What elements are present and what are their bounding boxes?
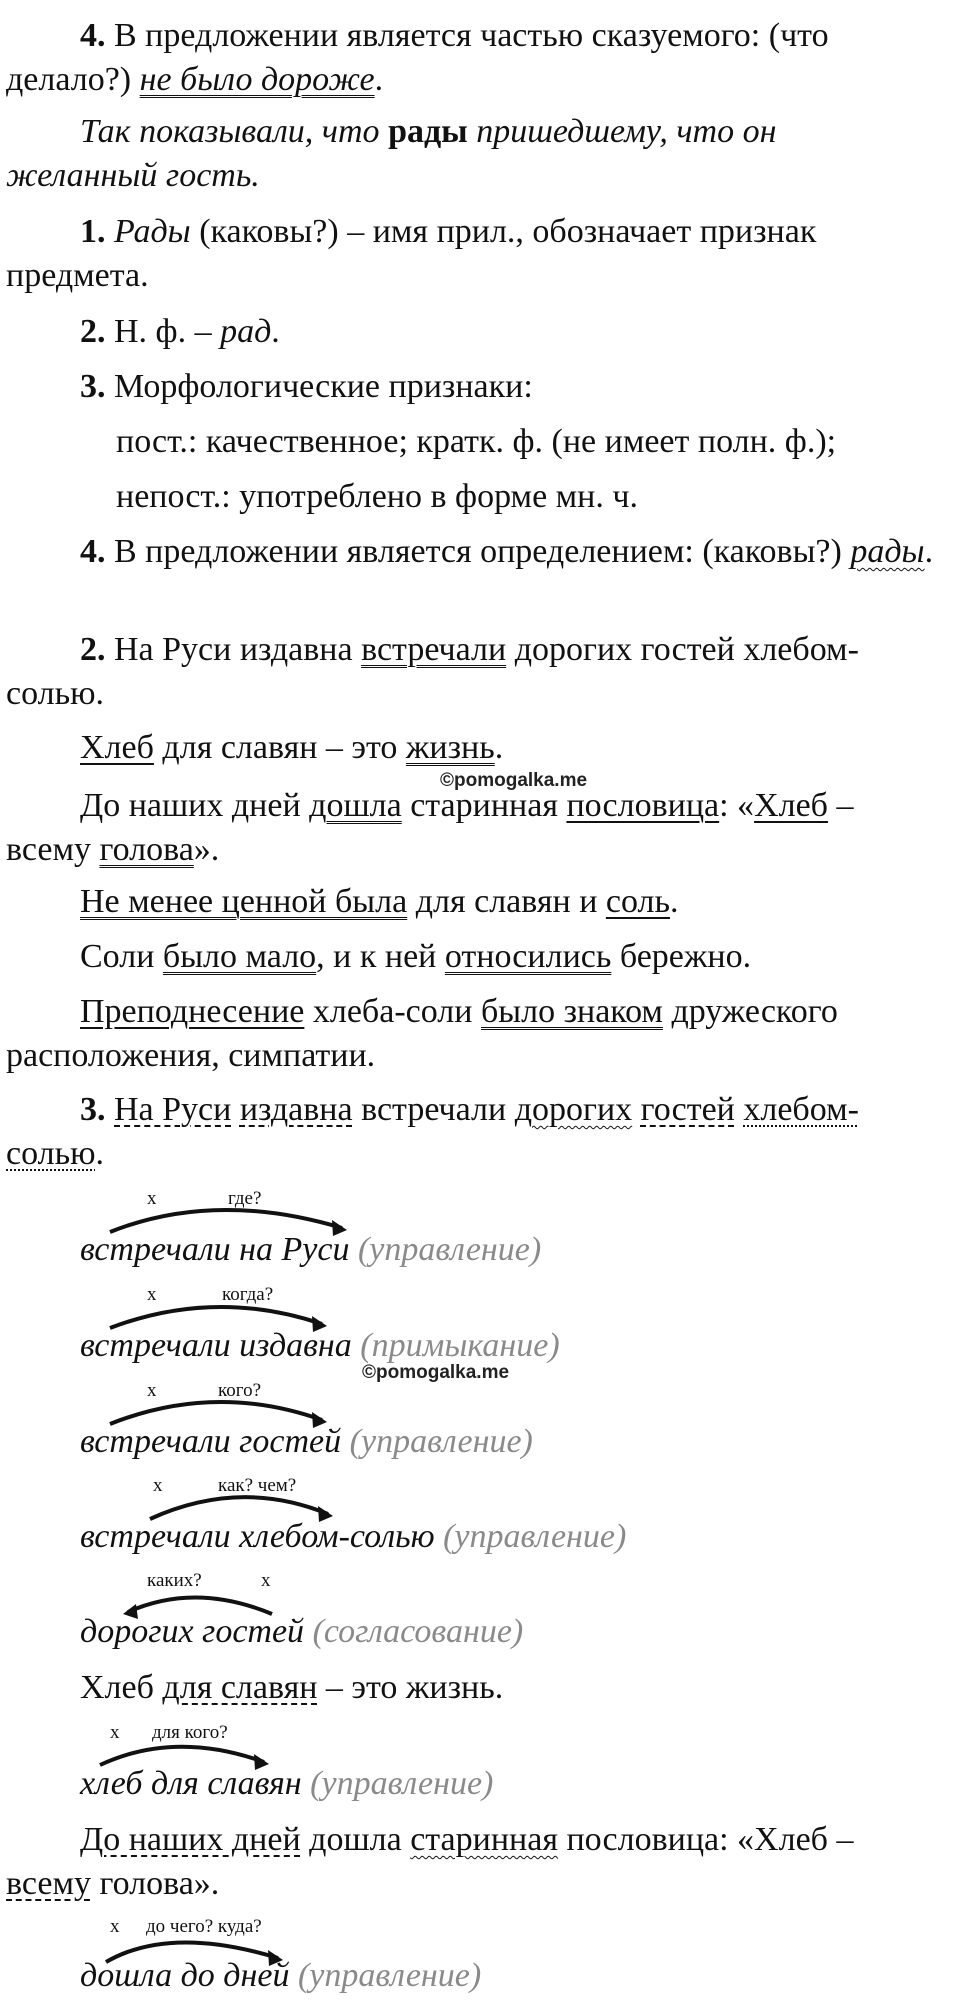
question-label: кого? bbox=[218, 1380, 262, 1401]
subject-underlined: соль bbox=[605, 883, 671, 920]
main-word-mark: х bbox=[147, 1380, 157, 1401]
object-underlined: всему bbox=[6, 1865, 91, 1902]
text: пословица: «Хлеб – bbox=[557, 1821, 854, 1858]
text: для славян и bbox=[407, 883, 606, 920]
main-word-mark: х bbox=[153, 1475, 163, 1496]
predicate-underlined: было знаком bbox=[480, 993, 663, 1030]
question-label: где? bbox=[228, 1188, 262, 1209]
link-type: (управление) bbox=[443, 1518, 627, 1555]
text: ». bbox=[193, 831, 220, 868]
predicate-underlined: относились bbox=[444, 938, 612, 975]
predicate-underlined: не было дороже bbox=[139, 61, 375, 98]
text: Хлеб bbox=[80, 1669, 163, 1706]
text: Н. ф. – bbox=[105, 313, 221, 350]
phrase-words: встречали издавна bbox=[80, 1327, 352, 1364]
question-label: каких? bbox=[147, 1570, 202, 1591]
text: для славян – это bbox=[153, 729, 406, 766]
text: Морфологические признаки: bbox=[105, 368, 533, 405]
text: Так показывали, что bbox=[80, 113, 389, 150]
phrase-words: хлеб для славян bbox=[80, 1765, 302, 1802]
item-number: 1. bbox=[80, 213, 106, 250]
question-label: для кого? bbox=[152, 1722, 228, 1743]
predicate-underlined: жизнь bbox=[405, 729, 495, 766]
adverbial-underlined: До наших дней bbox=[80, 1821, 301, 1858]
main-word-mark: х bbox=[147, 1188, 157, 1209]
item-number: 4. bbox=[80, 17, 106, 54]
phrase-words: встречали хлебом-солью bbox=[80, 1518, 435, 1555]
subject-underlined: Преподнесение bbox=[80, 993, 305, 1030]
question-label: когда? bbox=[222, 1284, 274, 1305]
text: . bbox=[95, 1135, 105, 1172]
text: . bbox=[374, 61, 384, 98]
link-type: (управление) bbox=[349, 1423, 533, 1460]
text: встречали bbox=[352, 1091, 515, 1128]
object-underlined: хлебом-солью bbox=[6, 1091, 859, 1172]
text: – всему bbox=[6, 787, 854, 868]
subject-underlined: Хлеб bbox=[754, 787, 828, 824]
text: На Руси издавна bbox=[105, 631, 362, 668]
text: дорогих гостей хлебом-солью. bbox=[6, 631, 859, 712]
predicate-underlined: дошла bbox=[309, 787, 402, 824]
item-number: 2. bbox=[80, 313, 106, 350]
para-variable-features: непост.: употреблено в форме мн. ч. bbox=[116, 478, 638, 515]
predicate-underlined: было мало bbox=[162, 938, 317, 975]
text: : « bbox=[719, 787, 755, 824]
watermark: ©pomogalka.me bbox=[440, 770, 588, 791]
phrase-words: встречали гостей bbox=[80, 1423, 342, 1460]
text: В предложении является определением: (каковы?) bbox=[105, 533, 851, 570]
text: . bbox=[670, 883, 679, 920]
attribute-underlined: рады bbox=[850, 533, 925, 570]
item-number: 3. bbox=[80, 368, 106, 405]
text: дошла bbox=[300, 1821, 411, 1858]
question-label: как? чем? bbox=[218, 1475, 297, 1496]
text: До наших дней bbox=[80, 787, 310, 824]
text: бережно. bbox=[611, 938, 752, 975]
para-constant-features: пост.: качественное; кратк. ф. (не имеет полн. ф.); bbox=[116, 423, 837, 460]
phrase-words: встречали на Руси bbox=[80, 1231, 350, 1268]
main-word-mark: х bbox=[147, 1284, 157, 1305]
main-word-mark: х bbox=[110, 1916, 120, 1937]
attribute-underlined: дорогих bbox=[514, 1091, 633, 1128]
phrase-row bbox=[80, 1954, 940, 1998]
subject-underlined: пословица bbox=[566, 787, 720, 824]
phrase-words: дорогих гостей bbox=[80, 1613, 305, 1650]
italic-word: рад bbox=[220, 313, 272, 350]
text: голова». bbox=[90, 1865, 220, 1902]
attribute-underlined: старинная bbox=[410, 1821, 558, 1858]
question-label: до чего? куда? bbox=[146, 1916, 262, 1937]
adverbial-underlined: издавна bbox=[239, 1091, 353, 1128]
predicate-underlined: встречали bbox=[361, 631, 507, 668]
item-number: 4. bbox=[80, 533, 106, 570]
item-number: 3. bbox=[80, 1091, 106, 1128]
text: , и к ней bbox=[316, 938, 445, 975]
link-type: (согласование) bbox=[312, 1613, 524, 1650]
watermark: ©pomogalka.me bbox=[362, 1362, 510, 1383]
main-word-mark: х bbox=[110, 1722, 120, 1743]
predicate-underlined: Не менее ценной была bbox=[80, 883, 408, 920]
text: . bbox=[494, 729, 504, 766]
adverbial-underlined: На Руси bbox=[114, 1091, 232, 1128]
phrase-words: дошла до дней bbox=[80, 1957, 290, 1994]
text: . bbox=[924, 533, 934, 570]
link-type: (управление) bbox=[297, 1957, 482, 1994]
text: старинная bbox=[401, 787, 567, 824]
text: пришедшему, что он желанный гость. bbox=[6, 113, 777, 194]
subject-underlined: Хлеб bbox=[80, 729, 154, 766]
object-underlined: гостей bbox=[640, 1091, 735, 1128]
predicate-underlined: голова bbox=[99, 831, 194, 868]
link-type: (управление) bbox=[357, 1231, 542, 1268]
link-type: (управление) bbox=[310, 1765, 494, 1802]
text: Соли bbox=[80, 938, 163, 975]
text: – это жизнь. bbox=[317, 1669, 504, 1706]
attribute-underlined: для славян bbox=[162, 1669, 318, 1706]
text: В предложении является частью сказуемого: (что делало?) bbox=[6, 17, 829, 98]
item-number: 2. bbox=[80, 631, 106, 668]
main-word-mark: х bbox=[261, 1570, 271, 1591]
text: хлеба-соли bbox=[304, 993, 481, 1030]
text: . bbox=[271, 313, 280, 350]
text: дружеского расположения, симпатии. bbox=[6, 993, 838, 1074]
text: (каковы?) – имя прил., обозначает признак предмета. bbox=[6, 213, 817, 294]
italic-word: Рады bbox=[114, 213, 191, 250]
link-type: (примыкание) bbox=[360, 1327, 560, 1364]
bold-word: рады bbox=[388, 113, 468, 150]
